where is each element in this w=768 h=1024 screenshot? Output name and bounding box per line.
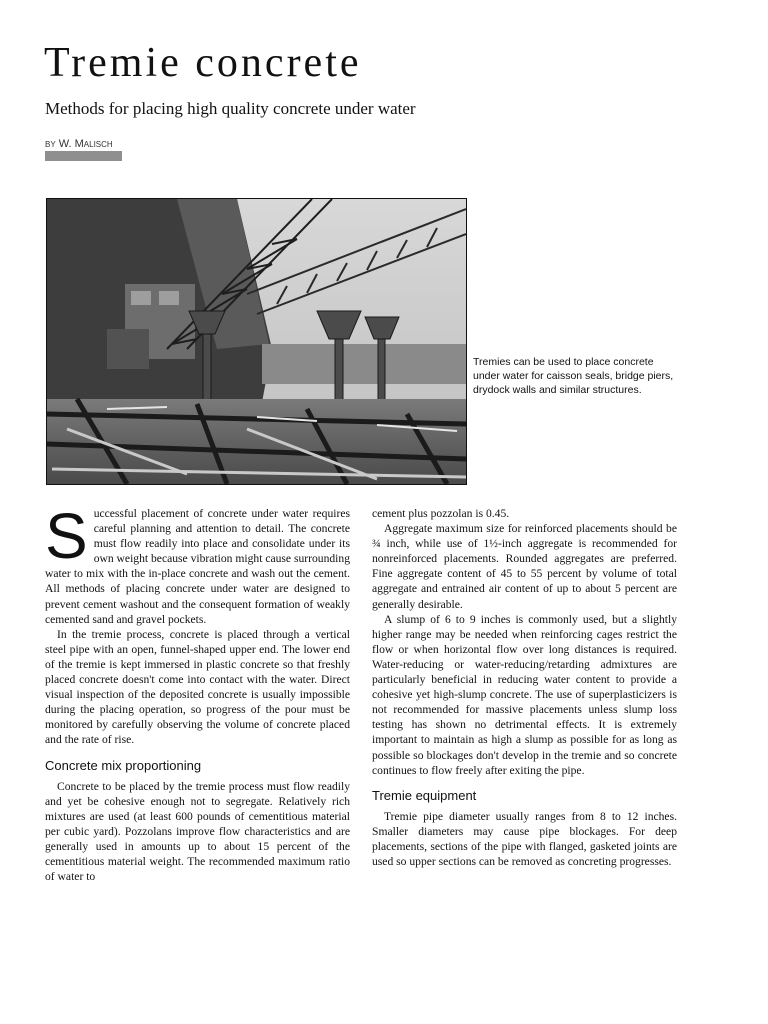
byline-bar [45,151,122,161]
mix-paragraph: Concrete to be placed by the tremie process must flow readily and yet be cohesive enough not to segregate. Relatively rich mixtures are used (at least 600 pounds of cementitious material per cubic yard). Pozzolans improve flow characteristics and are generally used in amounts up to about 15 percent of the cementitious material weight. The recommended maximum ratio of water to [45,779,350,884]
byline-prefix: BY [45,140,56,149]
tremie-process-paragraph: In the tremie process, concrete is placed through a vertical steel pipe with an open, funnel-shaped upper end. The lower end of the tremie is kept immersed in plastic concrete so that freshly placed concrete doesn't come into contact with the water. Direct visual inspection of the deposited concrete is usually impossible during the placing operation, so progress of the pour must be monitored by carefully observing the volume of concrete placed and the rate of rise. [45,627,350,747]
section-heading-tremie-equipment: Tremie equipment [372,787,477,803]
intro-paragraph-text: uccessful placement of concrete under water requires careful planning and attention to detail. The concrete must flow readily into place and consolidate under its own weight because vibration might cause surrounding water to mix with the in-place concrete and wash out the cement. All methods of placing concrete under water are designed to prevent cement washout and the consequent formation of weakly cemented sand and gravel pockets. [45,507,350,626]
body-column-left [45,500,350,884]
photo-caption: Tremies can be used to place concrete under water for caisson seals, bridge piers, drydock walls and similar structures. [473,356,674,396]
body-column-right [372,506,677,869]
construction-photo [46,198,467,485]
article-subtitle: Methods for placing high quality concrete under water [45,99,416,118]
section-heading-mix-proportioning: Concrete mix proportioning [45,757,202,773]
mix-paragraph-continued: cement plus pozzolan is 0.45. [372,507,510,520]
aggregate-paragraph: Aggregate maximum size for reinforced placements should be ¾ inch, while use of 1½-inch aggregate is recommended for nonreinforced placements. Rounded aggregates are preferred. Fine aggregate content of 45 to 55 percent by volume of total aggregate and entrained air content of up to about 5 percent are generally desirable. [372,522,677,611]
intro-paragraph [45,500,350,627]
article-title: Tremie concrete [44,40,362,86]
byline-author-rest: ALISCH [83,140,113,149]
equipment-paragraph: Tremie pipe diameter usually ranges from 8 to 12 inches. Smaller diameters may cause pipe blockages. For deep placements, sections of the pipe with flanged, gasketed joints are used so upper sections can be removed as concreting progresses. [372,809,677,868]
slump-paragraph: A slump of 6 to 9 inches is commonly used, but a slightly higher range may be needed when reinforcing cages restrict the flow or when horizontal flow over long distances is required. Water-reducing or water-reducing/retarding admixtures are particularly beneficial in reducing water content to provide a cohesive yet high-slump concrete. The use of superplasticizers is not recommended for massive placements unless slump loss testing has shown no detrimental effects. It is extremely important to maintain as high a slump as possible for as long as possible so blockages don't develop in the tremie and so concrete continues to flow freely after exiting the pipe. [372,612,677,777]
byline-author-initial: W. M [58,138,84,150]
drop-cap: S [45,500,88,572]
byline [45,137,113,152]
